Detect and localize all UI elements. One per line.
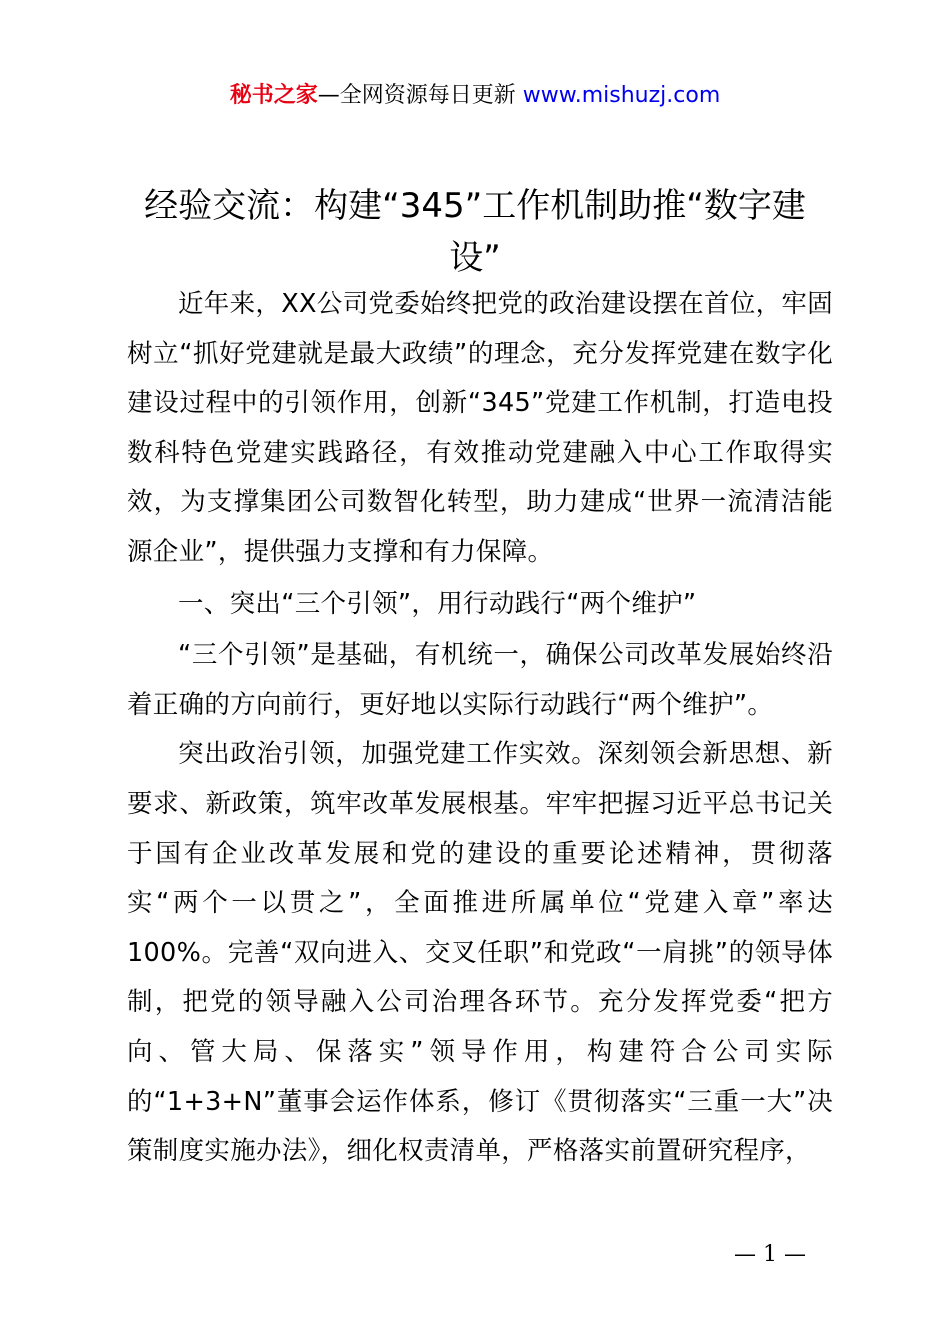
document-body [127, 280, 833, 1177]
section-heading-1: 一、突出“三个引领”，用行动践行“两个维护” [178, 588, 697, 619]
page-number: — 1 — [734, 1242, 806, 1267]
paragraph-intro: 近年来，XX公司党委始终把党的政治建设摆在首位，牢固树立“抓好党建就是最大政绩”的理念，充分发挥党建在数字化建设过程中的引领作用，创新“345”党建工作机制，打造电投数科特色党建实践路径，有效推动党建融入中心工作取得实效，为支撑集团公司数智化转型，助力建成“世界一流清洁能源企业”，提供强力支撑和有力保障。 [127, 289, 833, 567]
paragraph-section-intro: “三个引领”是基础，有机统一，确保公司改革发展始终沿着正确的方向前行，更好地以实际行动践行“两个维护”。 [127, 640, 833, 720]
paragraph-political-leadership: 突出政治引领，加强党建工作实效。深刻领会新思想、新要求、新政策，筑牢改革发展根基。牢牢把握习近平总书记关于国有企业改革发展和党的建设的重要论述精神，贯彻落实“两个一以贯之”，全面推进所属单位“党建入章”率达100%。完善“双向进入、交叉任职”和党政“一肩挑”的领导体制，把党的领导融入公司治理各环节。充分发挥党委“把方向、管大局、保落实”领导作用，构建符合公司实际的“1+3+N”董事会运作体系，修订《贯彻落实“三重一大”决策制度实施办法》，细化权责清单，严格落实前置研究程序， [127, 739, 833, 1167]
site-url-link[interactable]: www.mishuzj.com [522, 83, 721, 108]
site-header [0, 80, 950, 112]
document-title: 经验交流：构建“345”工作机制助推“数字建设” [144, 186, 806, 278]
site-tagline: —全网资源每日更新 [317, 83, 523, 108]
site-brand: 秘书之家 [229, 83, 318, 108]
